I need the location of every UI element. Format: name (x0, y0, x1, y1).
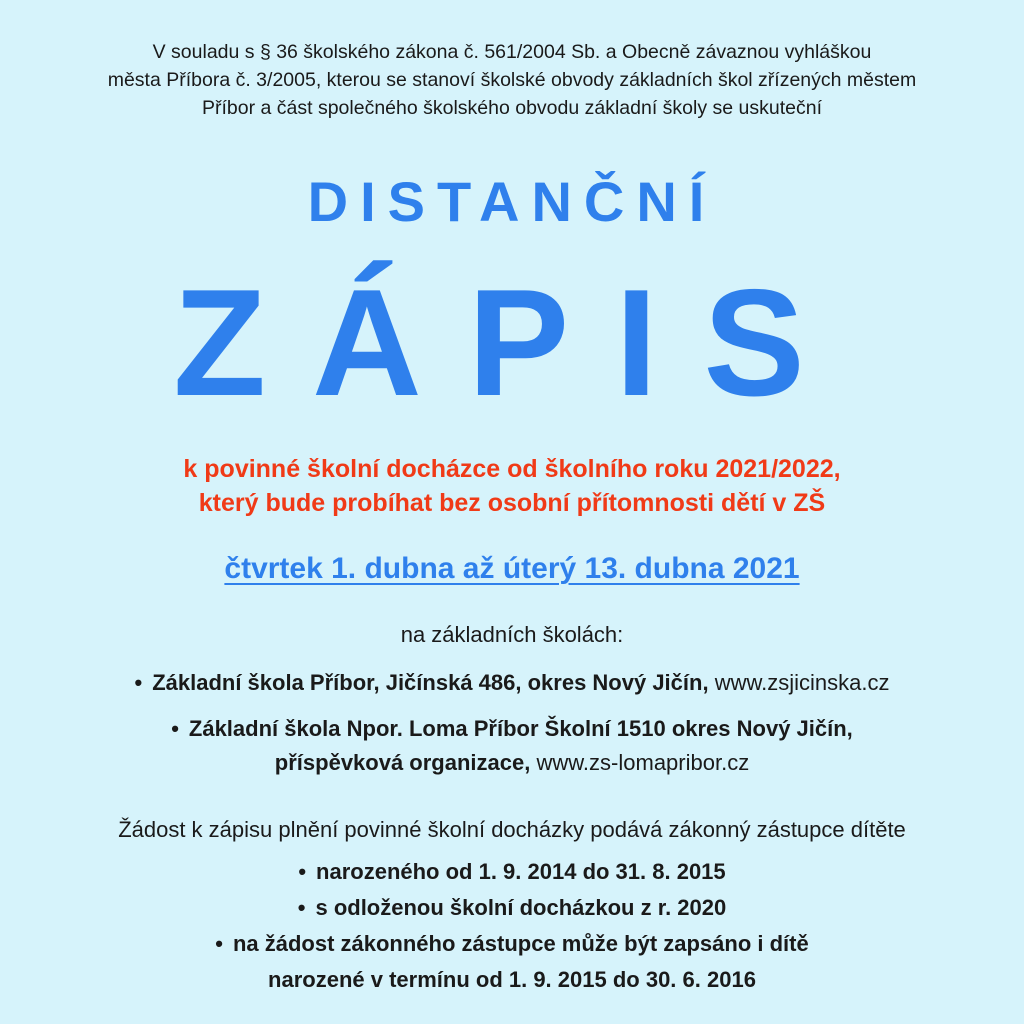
criteria-item-2-text: s odloženou školní docházkou z r. 2020 (315, 895, 727, 920)
school-url[interactable]: www.zsjicinska.cz (714, 670, 890, 695)
school-item-jicinska (0, 666, 1024, 700)
bullet-icon: • (297, 895, 306, 920)
bullet-icon: • (134, 670, 143, 695)
criteria-item-1-text: narozeného od 1. 9. 2014 do 31. 8. 2015 (316, 859, 726, 884)
school-name-line-2: příspěvková organizace, (274, 750, 531, 775)
criteria-item-3-text-line-1: na žádost zákonného zástupce může být zapsáno i dítě (232, 931, 809, 956)
criteria-item-1 (0, 854, 1024, 890)
criteria-item-2 (0, 890, 1024, 926)
request-heading: Žádost k zápisu plnění povinné školní docházky podává zákonný zástupce dítěte (118, 817, 906, 842)
criteria-item-3-text-line-2: narozené v termínu od 1. 9. 2015 do 30. 6. 2016 (268, 967, 756, 992)
intro-text (0, 38, 1024, 122)
school-url[interactable]: www.zs-lomapribor.cz (536, 750, 750, 775)
intro-line-2: města Příbora č. 3/2005, kterou se stanoví školské obvody základních škol zřízených městem (107, 69, 917, 91)
school-item-loma (0, 712, 1024, 780)
intro-line-3: Příbor a část společného školského obvodu základní školy se uskuteční (201, 97, 823, 119)
intro-line-1: V souladu s § 36 školského zákona č. 561/2004 Sb. a Obecně závaznou vyhláškou (152, 41, 872, 63)
bullet-icon: • (215, 931, 223, 956)
bullet-icon: • (171, 716, 179, 741)
criteria-item-3-continued (0, 962, 1024, 998)
school-name: Základní škola Příbor, Jičínská 486, okres Nový Jičín, (152, 670, 709, 695)
bullet-icon: • (298, 859, 307, 884)
subtitle (0, 452, 1024, 520)
headline-zapis: ZÁPIS (173, 258, 851, 428)
subtitle-line-2: který bude probíhat bez osobní přítomnosti dětí v ZŠ (198, 489, 826, 517)
headline-distancni: DISTANČNÍ (307, 170, 717, 233)
date-range-text: čtvrtek 1. dubna až úterý 13. dubna 2021 (224, 552, 800, 585)
school-name-line-1: Základní škola Npor. Loma Příbor Školní 1510 okres Nový Jičín, (188, 716, 853, 741)
subtitle-line-1: k povinné školní docházce od školního roku 2021/2022, (183, 455, 841, 483)
date-range (0, 549, 1024, 589)
criteria-list (0, 854, 1024, 998)
schools-heading: na základních školách: (400, 622, 624, 647)
criteria-item-3 (0, 926, 1024, 962)
